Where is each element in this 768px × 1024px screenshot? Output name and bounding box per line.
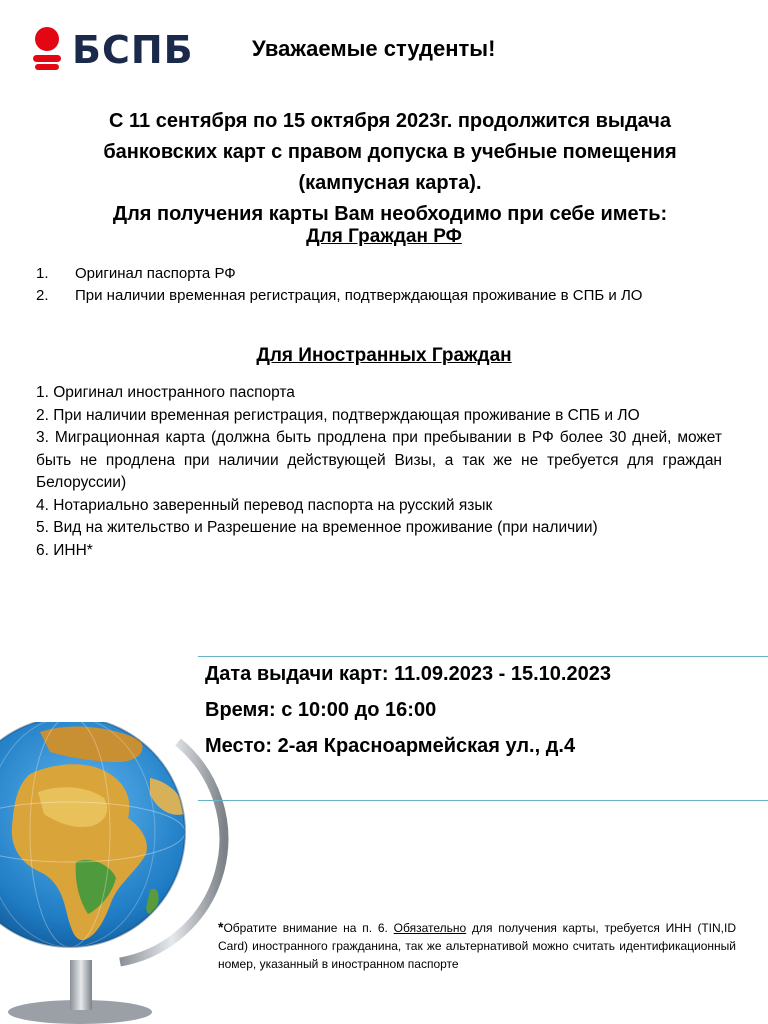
footnote-text: Обратите внимание на п. 6. <box>223 921 394 935</box>
headline-line: С 11 сентября по 15 октября 2023г. продолжится выдача <box>109 110 671 132</box>
issue-place: Место: 2-ая Красноармейская ул., д.4 <box>205 735 576 757</box>
list-number: 1. <box>36 265 49 282</box>
greeting-heading: Уважаемые студенты! <box>252 36 496 61</box>
issuance-info-box <box>198 656 768 801</box>
list-item <box>36 285 676 307</box>
headline-line: (кампусная карта). <box>298 172 482 194</box>
rf-section-title: Для Граждан РФ <box>306 226 462 247</box>
list-item: 1. Оригинал иностранного паспорта <box>36 384 295 401</box>
list-item <box>36 263 676 285</box>
list-item: 6. ИНН* <box>36 541 93 559</box>
list-text: Оригинал паспорта РФ <box>75 265 236 282</box>
foreign-requirements-list <box>36 382 722 562</box>
list-text: При наличии временная регистрация, подтверждающая проживание в СПБ и ЛО <box>75 287 643 304</box>
logo-text: БСПБ <box>72 28 194 72</box>
foreign-section-title: Для Иностранных Граждан <box>256 345 512 366</box>
footnote-emphasis: Обязательно <box>393 921 467 935</box>
bspb-logo <box>30 26 200 76</box>
list-item: 2. При наличии временная регистрация, подтверждающая проживание в СПБ и ЛО <box>36 406 640 424</box>
bank-logo-icon <box>30 26 64 72</box>
footnote-text: для получения карты, требуется ИНН (TIN,ID Card) иностранного гражданина, так же альтернативой можно считать идентификационный номер, указанный в иностранном паспорте <box>218 921 736 971</box>
issue-time: Время: с 10:00 до 16:00 <box>205 699 437 721</box>
headline-line: Для получения карты Вам необходимо при себе иметь: <box>112 203 668 225</box>
issue-dates: Дата выдачи карт: 11.09.2023 - 15.10.2023 <box>205 663 611 685</box>
headline <box>40 106 740 230</box>
list-item: 4. Нотариально заверенный перевод паспорта на русский язык <box>36 496 493 514</box>
headline-line: банковских карт с правом допуска в учебные помещения <box>103 141 677 163</box>
footnote-star: * <box>218 919 224 935</box>
list-item: 3. Миграционная карта (должна быть продлена при пребывании в РФ более 30 дней, может быть не продлена при наличии действующей Визы, а так же не требуется для граждан Белоруссии) <box>36 429 722 491</box>
list-number: 2. <box>36 287 49 304</box>
footnote <box>218 918 736 973</box>
list-item: 5. Вид на жительство и Разрешение на временное проживание (при наличии) <box>36 519 598 536</box>
globe-illustration <box>0 722 230 1024</box>
rf-requirements-list <box>36 263 676 307</box>
